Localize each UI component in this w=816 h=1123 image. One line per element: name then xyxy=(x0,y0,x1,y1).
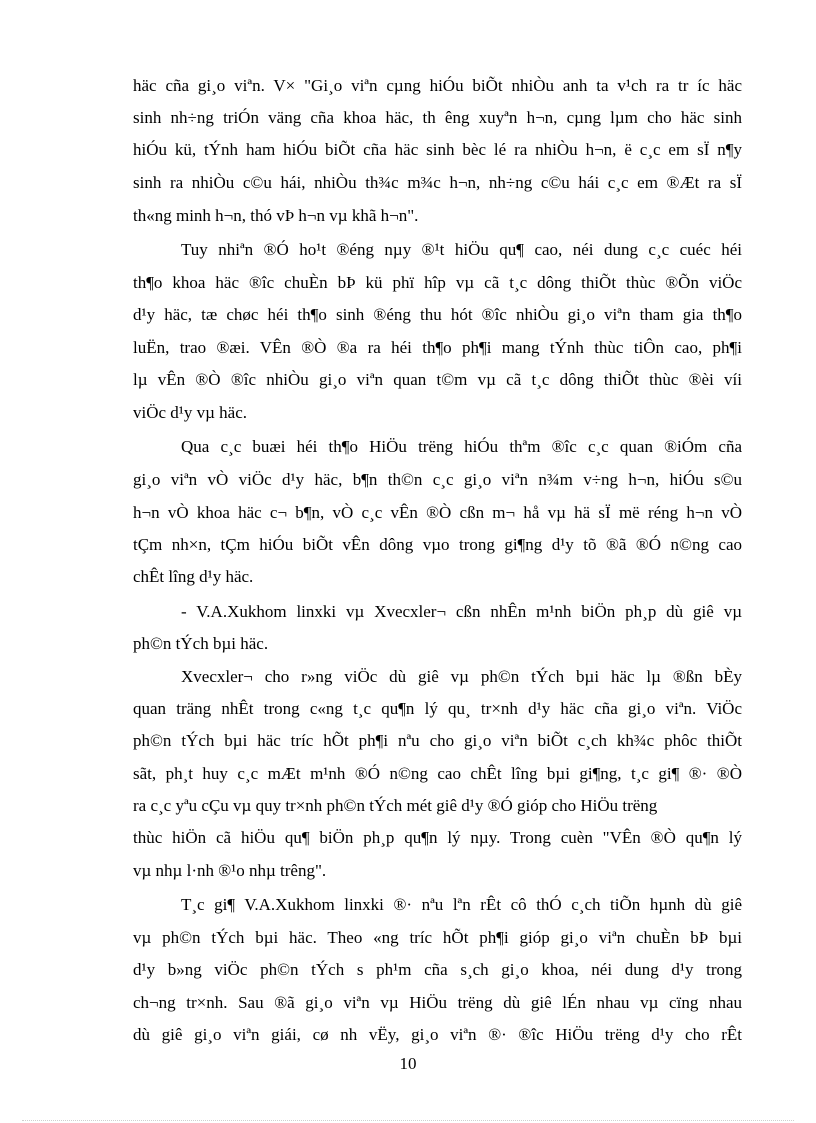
text-line: ph©n tÝch bµi häc. xyxy=(133,634,269,653)
text-line: sãt, ph¸t huy c¸c mÆt m¹nh ®Ó n©ng cao chÊt lîng bµi gi¶ng, t¸c gi¶ ®· ®Ò xyxy=(133,764,742,783)
text-line: sinh nh÷ng triÓn väng cña khoa häc, th êng xuyªn h¬n, cµng lµm cho häc sinh xyxy=(133,108,742,127)
text-line: tÇm nh×n, tÇm hiÓu biÕt vÊn dông vµo trong gi¶ng d¹y tõ ®ã ®Ó n©ng cao xyxy=(133,535,742,554)
text-line: ch¬ng tr×nh. Sau ®ã gi¸o viªn vµ HiÖu trëng dù giê lÉn nhau vµ cïng nhau xyxy=(133,993,742,1012)
page-bottom-divider xyxy=(22,1120,794,1121)
text-line: - V.A.Xukhom linxki vµ Xvecxler¬ cßn nhÊn m¹nh biÖn ph¸p dù giê vµ xyxy=(181,602,742,621)
text-line: sinh ra nhiÒu c©u hái, nhiÒu th¾c m¾c h¬n, nh÷ng c©u hái c¸c em ®Æt ra sÏ xyxy=(133,173,742,192)
text-line: dù giê gi¸o viªn giái, cø nh vËy, gi¸o viªn ®· ®îc HiÖu trëng d¹y cho rÊt xyxy=(133,1025,742,1044)
text-line: viÖc d¹y vµ häc. xyxy=(133,403,248,422)
text-line: gi¸o viªn vÒ viÖc d¹y häc, b¶n th©n c¸c gi¸o viªn n¾m v÷ng h¬n, hiÓu s©u xyxy=(133,470,742,489)
text-line: d¹y häc, tæ chøc héi th¶o sinh ®éng thu hót ®îc nhiÒu gi¸o viªn tham gia th¶o xyxy=(133,305,742,324)
text-line: Qua c¸c buæi héi th¶o HiÖu trëng hiÓu thªm ®îc c¸c quan ®iÓm cña xyxy=(181,437,742,456)
text-line: luËn, trao ®æi. VÊn ®Ò ®a ra héi th¶o ph¶i mang tÝnh thùc tiÔn cao, ph¶i xyxy=(133,338,742,357)
text-line: d¹y b»ng viÖc ph©n tÝch s ph¹m cña s¸ch gi¸o khoa, néi dung d¹y trong xyxy=(133,960,742,979)
text-line: vµ ph©n tÝch bµi häc. Theo «ng tríc hÕt ph¶i gióp gi¸o viªn chuÈn bÞ bµi xyxy=(133,928,742,947)
text-line: ra c¸c yªu cÇu vµ quy tr×nh ph©n tÝch mét giê d¹y ®Ó gióp cho HiÖu trëng xyxy=(133,796,658,815)
text-line: lµ vÊn ®Ò ®îc nhiÒu gi¸o viªn quan t©m vµ cã t¸c dông thiÕt thùc ®èi víi xyxy=(133,370,742,389)
text-line: T¸c gi¶ V.A.Xukhom linxki ®· nªu lªn rÊt cô thÓ c¸ch tiÕn hµnh dù giê xyxy=(181,895,742,914)
text-line: th«ng minh h¬n, thó vÞ h¬n vµ khã h¬n". xyxy=(133,206,419,225)
text-line: hiÓu kü, tÝnh ham hiÓu biÕt cña häc sinh bèc lé ra nhiÒu h¬n, ë c¸c em sÏ n¶y xyxy=(133,140,742,159)
text-line: Xvecxler¬ cho r»ng viÖc dù giê vµ ph©n tÝch bµi häc lµ ®ßn bÈy xyxy=(181,667,742,686)
text-line: h¬n vÒ khoa häc c¬ b¶n, vÒ c¸c vÊn ®Ò cßn m¬ hå vµ hä sÏ më réng h¬n vÒ xyxy=(133,503,742,522)
text-line: th¶o khoa häc ®îc chuÈn bÞ kü phï hîp vµ cã t¸c dông thiÕt thùc ®Õn viÖc xyxy=(133,273,742,292)
text-line: vµ nhµ l·nh ®¹o nhµ trêng". xyxy=(133,861,327,880)
page-number: 10 xyxy=(399,1054,417,1073)
text-line: thùc hiÖn cã hiÖu qu¶ biÖn ph¸p qu¶n lý nµy. Trong cuèn "VÊn ®Ò qu¶n lý xyxy=(133,828,742,847)
text-line: Tuy nhiªn ®Ó ho¹t ®éng nµy ®¹t hiÖu qu¶ cao, néi dung c¸c cuéc héi xyxy=(181,240,742,259)
text-line: quan träng nhÊt trong c«ng t¸c qu¶n lý qu¸ tr×nh d¹y häc cña gi¸o viªn. ViÖc xyxy=(133,699,742,718)
text-line: ph©n tÝch bµi häc tríc hÕt ph¶i nªu cho gi¸o viªn biÕt c¸ch kh¾c phôc thiÕt xyxy=(133,731,742,750)
text-line: chÊt lîng d¹y häc. xyxy=(133,567,254,586)
text-line: häc cña gi¸o viªn. V× "Gi¸o viªn cµng hiÓu biÕt nhiÒu anh ta v¹ch ra tr íc häc xyxy=(133,76,742,95)
